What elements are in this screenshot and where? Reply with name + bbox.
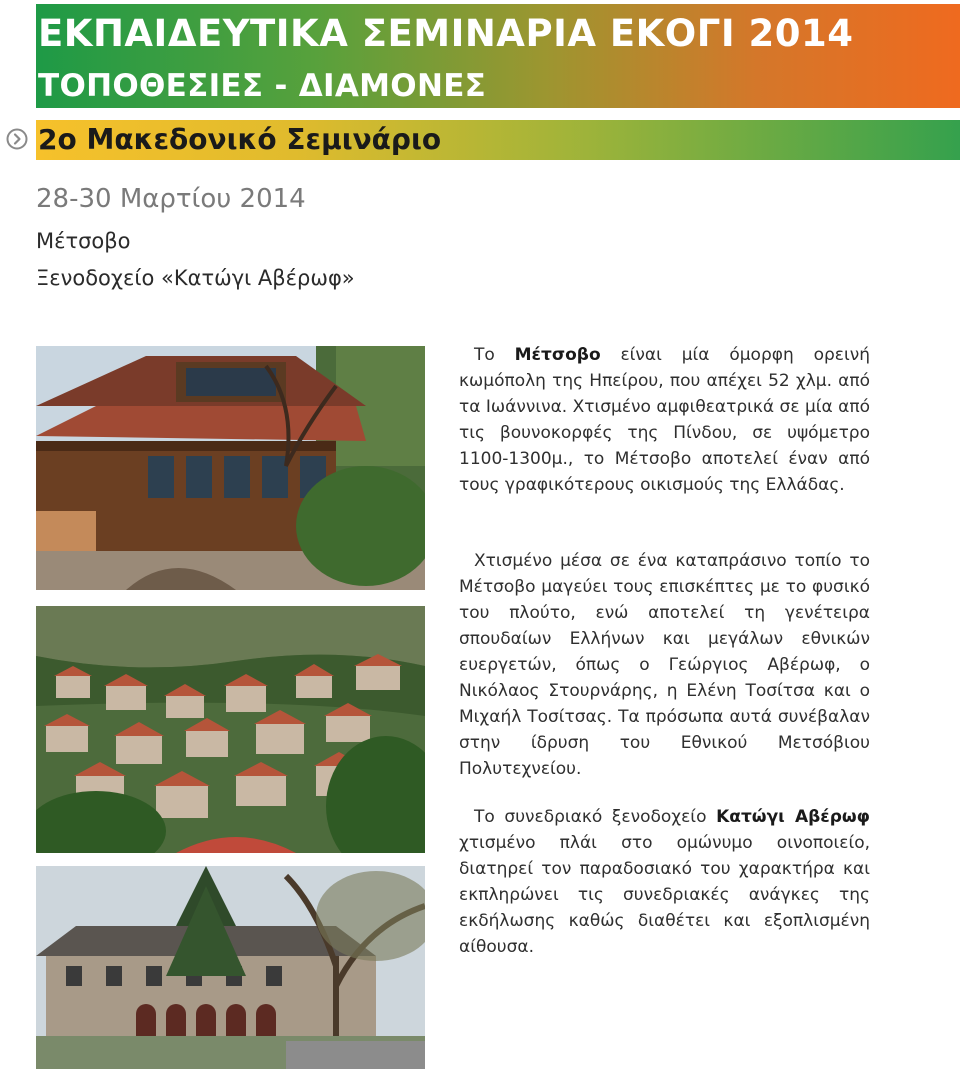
hotel-after: χτισμένο πλάι στο ομώνυμο οινοποιείο, διατηρεί τον παραδοσιακό του χαρακτήρα και εκπληρώνει τις συνεδριακές ανάγκες της εκδήλωσης καθώς διαθέτει και εξοπλισμένη αίθουσα. — [459, 833, 870, 957]
hotel-paragraph — [459, 804, 870, 960]
intro-paragraph-container — [459, 342, 870, 498]
intro-before: Το — [474, 345, 515, 365]
hotel-bold-name: Κατώγι Αβέρωφ — [716, 807, 870, 827]
photo-stone-building — [36, 866, 425, 1069]
event-place: Μέτσοβο — [36, 229, 131, 253]
header-banner — [36, 4, 960, 108]
intro-paragraph — [459, 342, 870, 498]
intro-bold-metsovo: Μέτσοβο — [514, 345, 601, 365]
hotel-paragraph-container — [459, 804, 870, 960]
section-bar — [36, 120, 960, 160]
page-subtitle: ΤΟΠΟΘΕΣΙΕΣ - ΔΙΑΜΟΝΕΣ — [38, 68, 487, 104]
history-paragraph: Χτισμένο μέσα σε ένα καταπράσινο τοπίο το Μέτσοβο μαγεύει τους επισκέπτες με το φυσικό του πλούτο, ενώ αποτελεί τη γενέτειρα σπουδαίων Ελλήνων και μεγάλων εθνικών ευεργετών, όπως ο Γεώργιος Αβέρωφ, ο Νικόλαος Στουρνάρης, η Ελένη Τοσίτσα και ο Μιχαήλ Τοσίτσας. Τα πρόσωπα αυτά συνέβαλαν στην ίδρυση του Εθνικού Μετσόβιου Πολυτεχνείου. — [459, 551, 870, 779]
section-title: 2ο Μακεδονικό Σεμινάριο — [38, 123, 442, 156]
event-dates: 28-30 Μαρτίου 2014 — [36, 184, 306, 214]
photo-traditional-house — [36, 346, 425, 590]
history-paragraph-container — [459, 548, 870, 782]
photo-village-hillside — [36, 606, 425, 853]
intro-after: είναι μία όμορφη ορεινή κωμόπολη της Ηπείρου, που απέχει 52 χλμ. από τα Ιωάννινα. Χτισμένο αμφιθεατρικά σε μία από τις βουνοκορφές της Πίνδου, σε υψόμετρο 1100-1300μ., το Μέτσοβο αποτελεί έναν από τους γραφικότερους οικισμούς της Ελλάδας. — [459, 345, 870, 495]
hotel-before: Το συνεδριακό ξενοδοχείο — [474, 807, 717, 827]
chevron-right-circle-icon — [6, 128, 28, 150]
page-title: ΕΚΠΑΙΔΕΥΤΙΚΑ ΣΕΜΙΝΑΡΙΑ ΕΚΟΓΙ 2014 — [38, 12, 854, 55]
event-hotel: Ξενοδοχείο «Κατώγι Αβέρωφ» — [36, 266, 355, 290]
